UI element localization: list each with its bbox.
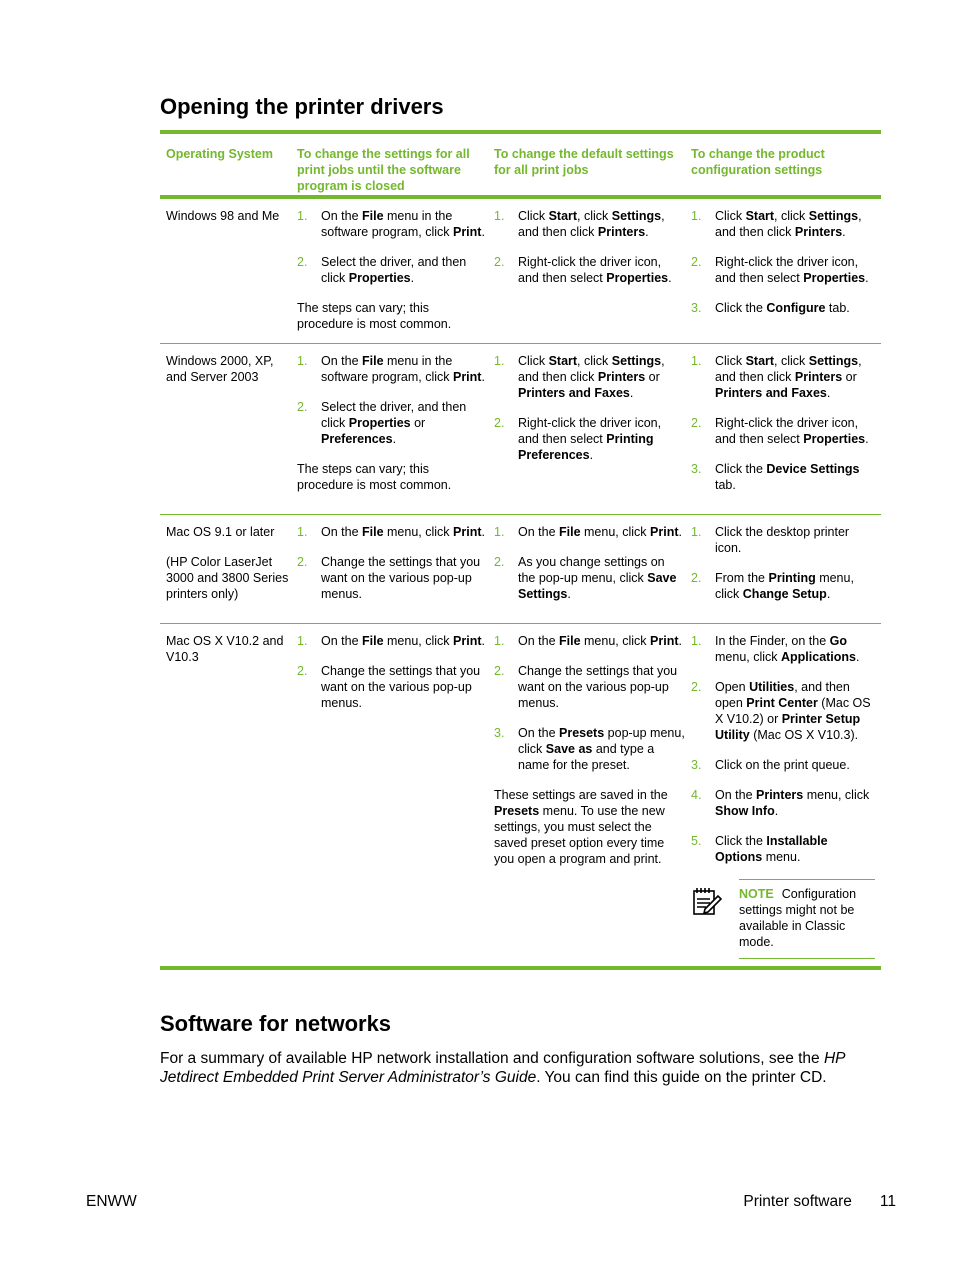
- bold-term: Printers and Faxes: [715, 386, 827, 400]
- text-run: On the: [715, 788, 756, 802]
- note-text: Configuration settings might not be available in Classic mode.: [739, 887, 857, 949]
- step-number: 2.: [691, 416, 702, 430]
- text-run: menu.: [762, 850, 801, 864]
- text-run: menu, click: [580, 525, 651, 539]
- bold-term: Properties: [348, 271, 411, 285]
- bold-term: Settings: [808, 209, 859, 223]
- step-number: 2.: [494, 416, 505, 430]
- networks-paragraph: [160, 1049, 880, 1087]
- text-run: .: [826, 386, 831, 400]
- step-item: [494, 208, 691, 240]
- text-run: (Mac OS X V10.2) or: [715, 696, 871, 726]
- step-text: [715, 461, 881, 493]
- text-run: Change the settings that you want on the various pop-up menus.: [518, 664, 678, 710]
- steps-cell: [494, 515, 691, 623]
- step-text: [321, 254, 494, 286]
- text-run: .: [481, 525, 485, 539]
- text-run: or: [842, 370, 857, 384]
- step-number: 3.: [691, 462, 702, 476]
- text-run: Click: [518, 209, 549, 223]
- step-text: [715, 353, 881, 401]
- step-item: [494, 524, 691, 540]
- step-number: 1.: [297, 634, 308, 648]
- header-print-jobs: To change the settings for all print jobs until the software program is closed: [297, 147, 470, 193]
- footer-section: Printer software: [743, 1193, 852, 1210]
- bold-term: Properties: [348, 416, 411, 430]
- step-number: 5.: [691, 834, 702, 848]
- presets-note: [494, 787, 691, 867]
- text-run: .: [481, 225, 485, 239]
- bold-term: Go: [829, 634, 848, 648]
- bold-term: Printers: [756, 788, 804, 802]
- text-run: Click the desktop printer icon.: [715, 525, 850, 555]
- step-list: [297, 353, 494, 447]
- text-run: Click the: [715, 301, 767, 315]
- text-run: On the: [321, 209, 362, 223]
- steps-cell: [691, 624, 881, 966]
- step-item: [691, 833, 881, 865]
- text-run: . You can find this guide on the printer CD.: [536, 1069, 827, 1086]
- step-text: [321, 399, 494, 447]
- step-list: [297, 633, 494, 711]
- step-number: 4.: [691, 788, 702, 802]
- note-callout: [691, 879, 881, 959]
- procedure-note: The steps can vary; this procedure is most common.: [297, 462, 452, 492]
- bold-term: Start: [548, 354, 578, 368]
- step-text: [518, 725, 691, 773]
- step-text: [518, 208, 691, 240]
- text-run: Click the: [715, 834, 767, 848]
- step-item: [297, 254, 494, 286]
- text-run: .: [645, 225, 649, 239]
- steps-cell: [691, 344, 881, 514]
- header-os: Operating System: [166, 147, 273, 161]
- header-config-settings: To change the product configuration settings: [691, 147, 825, 177]
- step-list: [297, 524, 494, 602]
- bold-term: Start: [548, 209, 578, 223]
- text-run: , click: [774, 354, 809, 368]
- bold-term: Properties: [606, 271, 669, 285]
- bold-term: Print: [452, 370, 482, 384]
- step-text: [518, 415, 691, 463]
- text-run: Select the driver, and then click: [321, 255, 467, 285]
- bold-term: Settings: [611, 354, 662, 368]
- step-text: [321, 524, 494, 540]
- step-text: [518, 633, 691, 649]
- text-run: .: [856, 650, 860, 664]
- step-number: 3.: [691, 758, 702, 772]
- bold-term: File: [362, 209, 384, 223]
- bold-term: Start: [745, 209, 775, 223]
- step-item: [691, 524, 881, 556]
- step-number: 2.: [494, 255, 505, 269]
- table-row: [160, 624, 881, 966]
- step-number: 1.: [494, 525, 505, 539]
- bold-term: Installable Options: [715, 834, 828, 864]
- step-number: 2.: [494, 555, 505, 569]
- text-run: (Mac OS X V10.3).: [749, 728, 859, 742]
- text-run: .: [774, 804, 779, 818]
- bold-term: Print: [453, 634, 482, 648]
- text-run: , and then click: [518, 354, 665, 384]
- step-text: [715, 787, 881, 819]
- steps-cell: [494, 199, 691, 343]
- step-list: [691, 524, 881, 602]
- text-run: On the: [321, 354, 362, 368]
- step-text: [321, 554, 494, 602]
- step-text: [715, 415, 881, 447]
- note-pad-icon: [691, 879, 739, 959]
- bold-term: Print: [453, 525, 482, 539]
- step-item: [297, 633, 494, 649]
- step-text: [715, 570, 881, 602]
- bold-term: Printer Setup Utility: [715, 712, 861, 742]
- text-run: As you change settings on the pop-up menu, click: [518, 555, 665, 585]
- step-text: [518, 663, 691, 711]
- bold-term: Applications: [781, 650, 857, 664]
- os-name: Windows 2000, XP, and Server 2003: [166, 354, 274, 384]
- text-run: menu, click: [715, 571, 854, 601]
- step-item: [691, 353, 881, 401]
- step-text: [518, 254, 691, 286]
- step-number: 1.: [691, 354, 702, 368]
- text-run: .: [865, 271, 869, 285]
- step-number: 1.: [297, 209, 308, 223]
- step-item: [691, 757, 881, 773]
- text-run: tab.: [825, 301, 850, 315]
- step-text: [715, 833, 881, 865]
- step-item: [297, 524, 494, 540]
- text-run: These settings are saved in the: [494, 788, 668, 802]
- bold-term: Change Setup: [742, 587, 827, 601]
- text-run: Change the settings that you want on the various pop-up menus.: [321, 664, 481, 710]
- table-row: [160, 344, 881, 515]
- bold-term: Print Center: [746, 696, 818, 710]
- table-row: [160, 515, 881, 624]
- footer-left: ENWW: [86, 1193, 137, 1210]
- step-item: [494, 415, 691, 463]
- os-cell: [160, 624, 297, 966]
- text-run: On the: [321, 634, 362, 648]
- text-run: pop-up menu, click: [518, 726, 685, 756]
- step-text: [321, 208, 494, 240]
- bold-term: Device Settings: [766, 462, 860, 476]
- step-item: [297, 353, 494, 385]
- bold-term: Printing: [768, 571, 816, 585]
- text-run: For a summary of available HP network installation and configuration software solutions, see the: [160, 1050, 824, 1067]
- text-run: , and then click: [518, 209, 665, 239]
- step-list: [494, 208, 691, 286]
- step-number: 1.: [494, 634, 505, 648]
- section-title-drivers: Opening the printer drivers: [160, 94, 444, 119]
- os-cell: [160, 344, 297, 514]
- bold-term: Start: [745, 354, 775, 368]
- italic-title: HP Jetdirect Embedded Print Server Administrator’s Guide: [160, 1050, 845, 1086]
- text-run: On the: [518, 634, 559, 648]
- text-run: or: [645, 370, 660, 384]
- bold-term: Printing Preferences: [518, 432, 654, 462]
- drivers-table: [160, 130, 881, 970]
- step-item: [494, 353, 691, 401]
- os-cell: [160, 515, 297, 623]
- step-item: [494, 633, 691, 649]
- text-run: .: [865, 432, 869, 446]
- bold-term: Settings: [611, 209, 662, 223]
- bold-term: File: [362, 354, 384, 368]
- step-number: 2.: [691, 680, 702, 694]
- text-run: menu in the software program, click: [321, 354, 453, 384]
- text-run: Right-click the driver icon, and then select: [518, 416, 662, 446]
- bold-term: Presets: [494, 804, 540, 818]
- step-item: [691, 570, 881, 602]
- steps-cell: [691, 515, 881, 623]
- text-run: .: [481, 634, 485, 648]
- bold-term: Printers: [794, 370, 843, 384]
- text-run: menu, click: [715, 650, 781, 664]
- step-text: [715, 524, 881, 556]
- step-text: [518, 353, 691, 401]
- text-run: menu, click: [383, 525, 454, 539]
- bold-term: Printers: [794, 225, 843, 239]
- step-number: 2.: [494, 664, 505, 678]
- text-run: Select the driver, and then click: [321, 400, 467, 430]
- text-run: Click on the print queue.: [715, 758, 850, 772]
- step-number: 3.: [691, 301, 702, 315]
- step-text: [321, 663, 494, 711]
- bold-term: Utilities: [749, 680, 795, 694]
- step-number: 1.: [691, 209, 702, 223]
- step-item: [494, 663, 691, 711]
- bold-term: Printers: [597, 225, 646, 239]
- text-run: Click: [518, 354, 549, 368]
- step-item: [494, 254, 691, 286]
- step-list: [691, 208, 881, 316]
- bold-term: Printers: [597, 370, 646, 384]
- text-run: .: [589, 448, 594, 462]
- text-run: , click: [774, 209, 809, 223]
- text-run: On the: [518, 525, 559, 539]
- step-item: [691, 461, 881, 493]
- step-number: 1.: [691, 634, 702, 648]
- text-run: , click: [577, 209, 612, 223]
- step-number: 2.: [297, 555, 308, 569]
- text-run: .: [678, 525, 682, 539]
- step-number: 2.: [297, 255, 308, 269]
- bold-term: File: [362, 634, 384, 648]
- text-run: .: [629, 386, 634, 400]
- text-run: .: [678, 634, 682, 648]
- steps-cell: [297, 199, 494, 343]
- text-run: , and then click: [715, 354, 862, 384]
- text-run: or: [410, 416, 426, 430]
- step-list: [297, 208, 494, 286]
- step-text: [715, 300, 881, 316]
- steps-cell: [691, 199, 881, 343]
- text-run: menu, click: [580, 634, 651, 648]
- text-run: .: [567, 587, 571, 601]
- bold-term: Properties: [803, 432, 866, 446]
- step-item: [297, 208, 494, 240]
- os-cell: [160, 199, 297, 343]
- page-number: 11: [879, 1193, 896, 1210]
- text-run: Open: [715, 680, 750, 694]
- step-text: [715, 208, 881, 240]
- bold-term: Preferences: [321, 432, 393, 446]
- step-list: [691, 353, 881, 493]
- step-number: 1.: [691, 525, 702, 539]
- step-item: [691, 633, 881, 665]
- header-default-settings: To change the default settings for all print jobs: [494, 147, 674, 177]
- step-number: 2.: [297, 664, 308, 678]
- table-bottom-rule: [160, 966, 881, 970]
- os-name: Mac OS X V10.2 and V10.3: [166, 634, 284, 664]
- step-number: 1.: [297, 354, 308, 368]
- step-item: [494, 725, 691, 773]
- step-item: [494, 554, 691, 602]
- os-name: (HP Color LaserJet 3000 and 3800 Series printers only): [166, 555, 289, 601]
- step-item: [691, 415, 881, 447]
- text-run: tab.: [715, 478, 736, 492]
- step-number: 2.: [297, 400, 308, 414]
- table-row: [160, 199, 881, 344]
- bold-term: File: [559, 634, 581, 648]
- bold-term: Print: [452, 225, 482, 239]
- step-item: [297, 399, 494, 447]
- step-item: [691, 254, 881, 286]
- footer-right: [743, 1193, 896, 1211]
- step-item: [297, 663, 494, 711]
- bold-term: Save as: [545, 742, 593, 756]
- step-text: [518, 524, 691, 540]
- text-run: Click: [715, 354, 746, 368]
- step-item: [691, 300, 881, 316]
- step-list: [494, 353, 691, 463]
- text-run: .: [392, 432, 397, 446]
- text-run: Change the settings that you want on the various pop-up menus.: [321, 555, 481, 601]
- text-run: Right-click the driver icon, and then select: [518, 255, 662, 285]
- bold-term: Print: [650, 525, 679, 539]
- text-run: menu in the software program, click: [321, 209, 453, 239]
- steps-cell: [494, 344, 691, 514]
- text-run: .: [826, 587, 831, 601]
- text-run: In the Finder, on the: [715, 634, 830, 648]
- step-text: [715, 679, 881, 743]
- text-run: , and then click: [715, 209, 862, 239]
- text-run: , and then open: [715, 680, 850, 710]
- text-run: menu, click: [383, 634, 454, 648]
- step-item: [691, 208, 881, 240]
- bold-term: Printers and Faxes: [518, 386, 630, 400]
- step-text: [715, 757, 881, 773]
- step-number: 1.: [494, 354, 505, 368]
- step-text: [715, 254, 881, 286]
- step-number: 2.: [691, 571, 702, 585]
- os-name: Windows 98 and Me: [166, 209, 280, 223]
- steps-cell: [297, 624, 494, 966]
- text-run: On the: [321, 525, 362, 539]
- step-item: [297, 554, 494, 602]
- step-item: [691, 787, 881, 819]
- text-run: and type a name for the preset.: [518, 742, 655, 772]
- text-run: Click: [715, 209, 746, 223]
- bold-term: File: [362, 525, 384, 539]
- bold-term: Show Info: [715, 804, 775, 818]
- step-number: 1.: [297, 525, 308, 539]
- text-run: .: [842, 225, 846, 239]
- text-run: .: [410, 271, 415, 285]
- note-box: [739, 879, 875, 959]
- steps-cell: [297, 515, 494, 623]
- bold-term: Settings: [808, 354, 859, 368]
- step-text: [321, 633, 494, 649]
- step-item: [691, 679, 881, 743]
- bold-term: Save Settings: [518, 571, 677, 601]
- procedure-note: The steps can vary; this procedure is most common.: [297, 301, 452, 331]
- step-list: [691, 633, 881, 865]
- steps-cell: [297, 344, 494, 514]
- text-run: From the: [715, 571, 769, 585]
- text-run: Right-click the driver icon, and then select: [715, 416, 859, 446]
- step-text: [715, 633, 881, 665]
- text-run: .: [668, 271, 672, 285]
- text-run: menu, click: [803, 788, 870, 802]
- steps-cell: [494, 624, 691, 966]
- note-label: NOTE: [739, 887, 774, 901]
- step-text: [518, 554, 691, 602]
- os-name: Mac OS 9.1 or later: [166, 525, 275, 539]
- step-number: 1.: [494, 209, 505, 223]
- text-run: .: [481, 370, 485, 384]
- text-run: menu. To use the new settings, you must select the saved preset option every time you open a program and print.: [494, 804, 665, 866]
- text-run: On the: [518, 726, 559, 740]
- step-list: [494, 633, 691, 773]
- text-run: Click the: [715, 462, 767, 476]
- text-run: , click: [577, 354, 612, 368]
- section-title-networks: Software for networks: [160, 1011, 392, 1036]
- text-run: Right-click the driver icon, and then select: [715, 255, 859, 285]
- bold-term: Configure: [766, 301, 826, 315]
- bold-term: File: [559, 525, 581, 539]
- table-header: [160, 134, 881, 195]
- bold-term: Print: [650, 634, 679, 648]
- step-number: 2.: [691, 255, 702, 269]
- table-body: [160, 199, 881, 966]
- bold-term: Presets: [559, 726, 605, 740]
- step-number: 3.: [494, 726, 505, 740]
- step-list: [494, 524, 691, 602]
- step-text: [321, 353, 494, 385]
- bold-term: Properties: [803, 271, 866, 285]
